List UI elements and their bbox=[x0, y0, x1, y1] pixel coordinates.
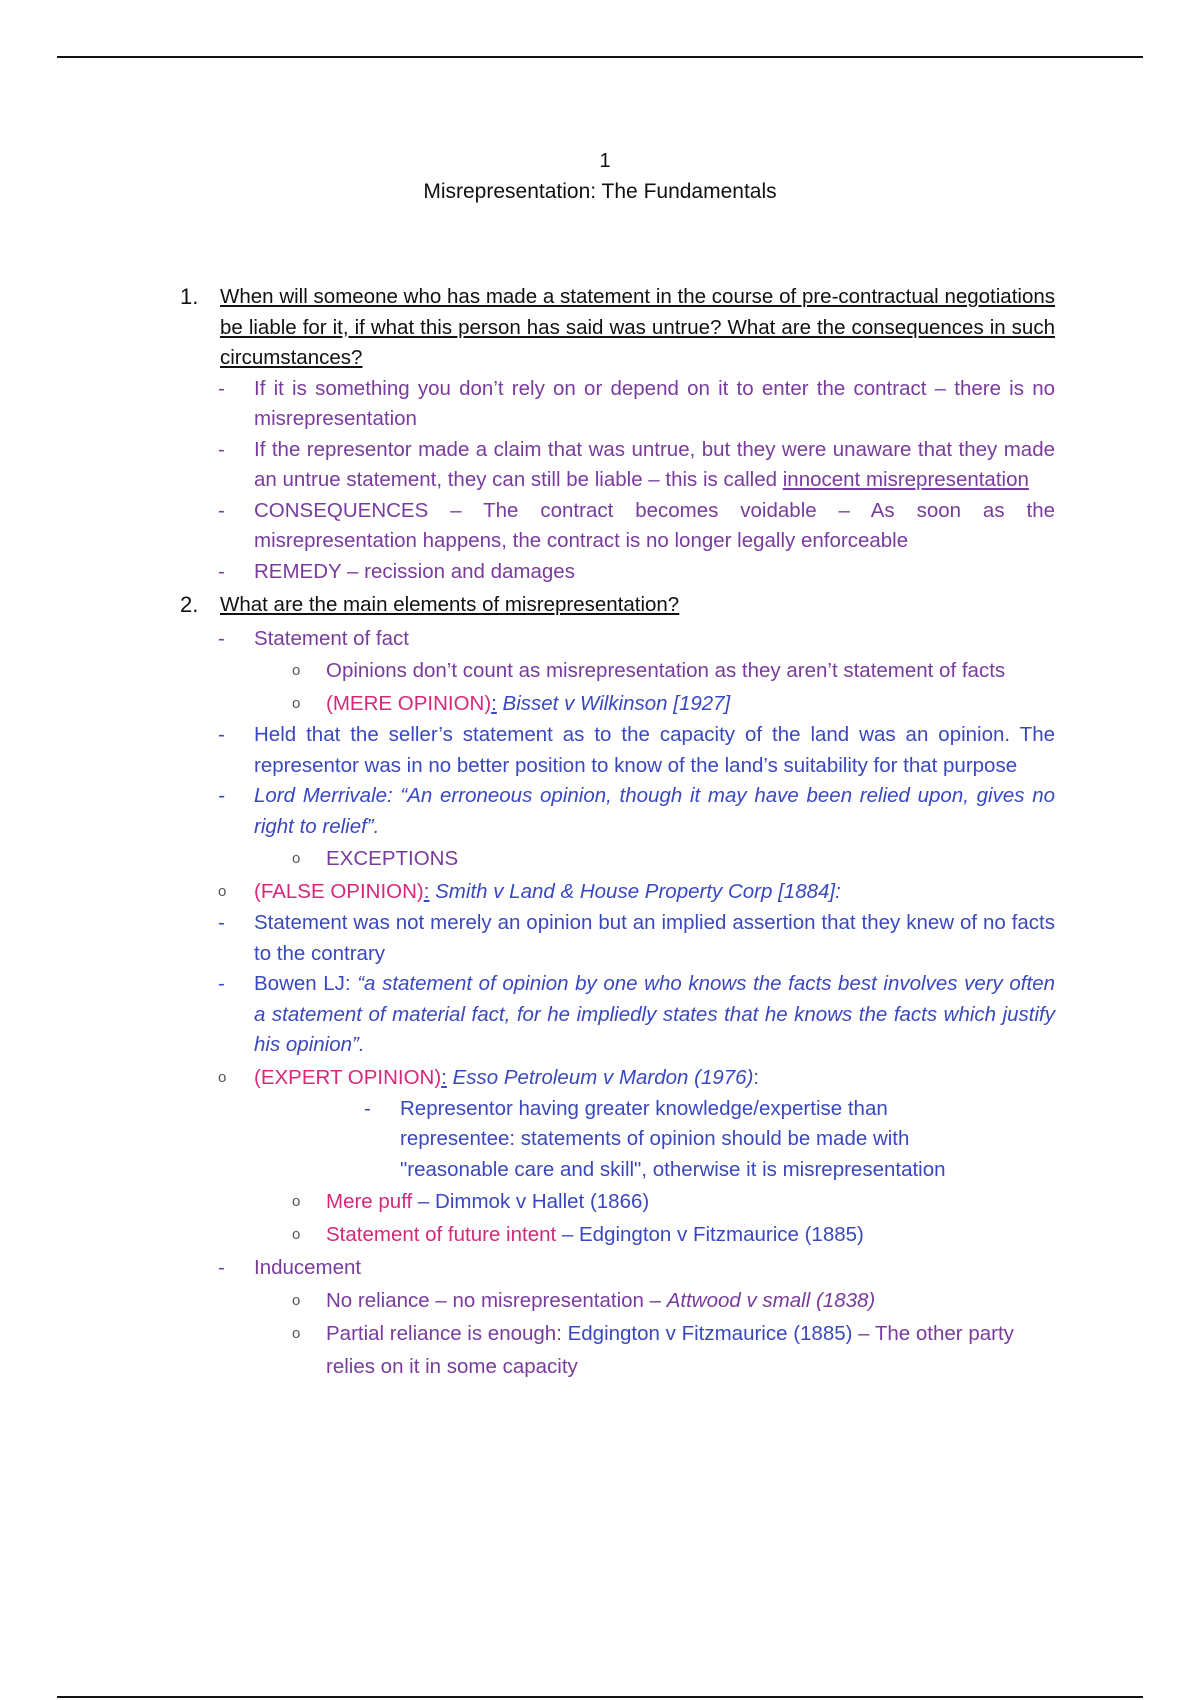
dash-bullet: - bbox=[218, 437, 225, 461]
dash-bullet: - bbox=[218, 498, 225, 522]
case-citation: Smith v Land & House Property Corp [1884]: bbox=[429, 880, 841, 903]
circle-bullet: o bbox=[218, 1068, 227, 1086]
dash-bullet: - bbox=[218, 1256, 225, 1279]
category-label: (MERE OPINION) bbox=[326, 692, 492, 715]
dash-bullet: - bbox=[218, 376, 225, 400]
list-item-text: Held that the seller’s statement as to the capacity of the land was an opinion. The representor was in no better position to know of the land’s suitability for that purpose bbox=[254, 723, 1055, 777]
case-citation: Edgington v Fitzmaurice (1885) bbox=[567, 1322, 853, 1345]
list-item bbox=[180, 720, 1055, 781]
list-item bbox=[180, 781, 1055, 842]
page-number: 1 bbox=[599, 150, 611, 172]
speaker-label: Bowen LJ: bbox=[254, 972, 358, 995]
case-citation: Attwood v small (1838) bbox=[666, 1289, 876, 1312]
dash-bullet: - bbox=[218, 723, 225, 746]
list-item-text: REMEDY – recission and damages bbox=[254, 559, 575, 583]
list-item-text: – The other party relies on it in some capacity bbox=[326, 1322, 1014, 1378]
quote-text: Lord Merrivale: “An erroneous opinion, though it may have been relied upon, gives no right to relief”. bbox=[254, 784, 1055, 838]
sub-list-item bbox=[180, 687, 1055, 720]
list-item-text: No reliance – no misrepresentation – bbox=[326, 1289, 667, 1312]
sub-list-item bbox=[180, 654, 1055, 687]
list-item bbox=[180, 1251, 1055, 1284]
document-body bbox=[180, 282, 1055, 1383]
list-item-text: Inducement bbox=[254, 1256, 362, 1279]
question-text: When will someone who has made a statement in the course of pre-contractual negotiations be liable for it, if what this person has said was untrue? What are the consequences in such circumstances? bbox=[220, 285, 1055, 369]
sub-list-item bbox=[180, 1317, 1055, 1383]
sub-list-item bbox=[180, 842, 1055, 875]
colon: : bbox=[753, 1065, 760, 1089]
page-title: Misrepresentation: The Fundamentals bbox=[423, 180, 777, 203]
list-item-text: Statement of fact bbox=[254, 626, 409, 650]
deep-list-item bbox=[180, 1094, 1055, 1186]
colon: : bbox=[491, 692, 497, 715]
dash-bullet: - bbox=[218, 559, 225, 583]
circle-bullet: o bbox=[292, 1292, 301, 1309]
sub-list-item bbox=[180, 1218, 1055, 1251]
sub-list-item bbox=[180, 1284, 1055, 1317]
category-label: (FALSE OPINION) bbox=[254, 880, 424, 903]
circle-bullet: o bbox=[292, 1193, 301, 1210]
list-item-text: Partial reliance is enough: bbox=[326, 1322, 568, 1345]
list-item bbox=[180, 557, 1055, 588]
list-item-text: CONSEQUENCES – The contract becomes voidable – As soon as the misrepresentation happens, the contract is no longer legally enforceable bbox=[254, 498, 1055, 552]
header-rule bbox=[57, 56, 1143, 58]
list-item bbox=[180, 496, 1055, 557]
question-1 bbox=[180, 282, 1055, 374]
question-number: 1. bbox=[180, 284, 199, 309]
circle-bullet: o bbox=[292, 1226, 301, 1243]
category-label: Statement of future intent bbox=[326, 1223, 557, 1246]
list-item bbox=[180, 969, 1055, 1061]
question-number: 2. bbox=[180, 592, 199, 617]
list-item-text: Opinions don’t count as misrepresentation as they aren’t statement of facts bbox=[326, 659, 1006, 682]
case-citation: – Edgington v Fitzmaurice (1885) bbox=[556, 1223, 864, 1246]
case-citation: – Dimmok v Hallet (1866) bbox=[412, 1190, 650, 1213]
dash-bullet: - bbox=[218, 626, 225, 650]
sub-list-item bbox=[180, 1185, 1055, 1218]
list-item bbox=[180, 374, 1055, 435]
dash-bullet: - bbox=[218, 784, 225, 807]
case-citation: Esso Petroleum v Mardon (1976) bbox=[446, 1065, 754, 1089]
list-item-text: Representor having greater knowledge/expertise than representee: statements of opinion should be made with "reasonable care and skill", otherwise it is misrepresentation bbox=[400, 1096, 946, 1181]
list-item bbox=[180, 875, 1055, 908]
circle-bullet: o bbox=[218, 883, 227, 900]
circle-bullet: o bbox=[292, 1325, 301, 1342]
question-2 bbox=[180, 590, 1055, 621]
case-citation: Bisset v Wilkinson [1927] bbox=[496, 692, 731, 715]
question-text: What are the main elements of misrepresentation? bbox=[220, 593, 680, 616]
list-item-text: EXCEPTIONS bbox=[326, 847, 459, 870]
list-item bbox=[180, 624, 1055, 655]
list-item-text: If the representor made a claim that was untrue, but they were unaware that they made an untrue statement, they can still be liable – this is called bbox=[254, 437, 1055, 491]
dash-bullet: - bbox=[364, 1096, 371, 1120]
key-term: innocent misrepresentation bbox=[782, 468, 1029, 491]
circle-bullet: o bbox=[292, 695, 301, 712]
list-item bbox=[180, 908, 1055, 969]
colon: : bbox=[423, 880, 430, 903]
category-label: Mere puff bbox=[326, 1190, 413, 1213]
list-item bbox=[180, 435, 1055, 496]
colon: : bbox=[441, 1065, 447, 1089]
quote-text: “a statement of opinion by one who knows the facts best involves very often a statement of material fact, for he impliedly states that he knows the facts which justify his opinion”. bbox=[254, 972, 1055, 1056]
list-item-text: If it is something you don’t rely on or depend on it to enter the contract – there is no misrepresentation bbox=[254, 376, 1055, 430]
footer-rule bbox=[57, 1696, 1143, 1698]
dash-bullet: - bbox=[218, 972, 225, 995]
list-item-text: Statement was not merely an opinion but an implied assertion that they knew of no facts to the contrary bbox=[254, 911, 1055, 965]
circle-bullet: o bbox=[292, 850, 301, 867]
dash-bullet: - bbox=[218, 911, 225, 934]
category-label: (EXPERT OPINION) bbox=[254, 1065, 442, 1089]
list-item bbox=[180, 1061, 1055, 1094]
circle-bullet: o bbox=[292, 662, 301, 679]
